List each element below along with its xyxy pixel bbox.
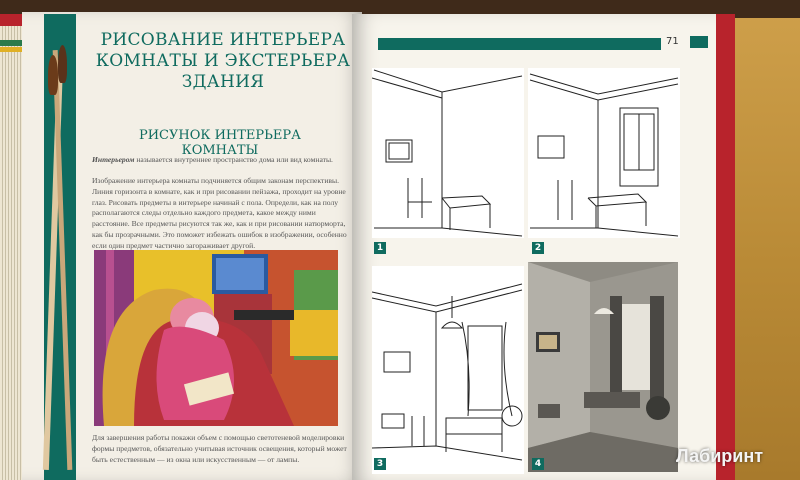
figure-number-badge: 3 [374,458,386,470]
room-sketch-svg [372,68,524,238]
section-subtitle: РИСУНОК ИНТЕРЬЕРА КОМНАТЫ [138,128,302,158]
paragraph-body: Изображение интерьера комнаты подчиняется общим законам перспективы. Линия горизонта в комнате, как и при рисовании пейзажа, проходит на уровне глаз. Рисовать предметы в интерьере начинай с пола. Определи, как на полу располагаются следы отдельно каждого предмета, какое между ними расстояние. Все предметы рисуются так же, как и при рисовании натюрморта, как бы прозрачными. Это поможет избежать ошибок в изображении, особенно если один предмет частично загораживает другой. [92,176,347,250]
cat-painting-illustration [94,250,338,426]
cat-painting-svg [94,250,338,426]
emphasis-term: Интерьером [92,155,135,164]
watermark-label: Лабиринт [676,446,764,466]
room-sketch-svg [528,68,680,238]
figure-3-room-drawing [372,266,524,474]
figure-4-shaded-room [528,262,678,472]
header-band [378,38,661,50]
chapter-title-line: РИСОВАНИЕ ИНТЕРЬЕРА [100,30,346,50]
paragraph-conclusion: Для завершения работы покажи объем с помощью светотеневой моделировки формы предметов, обязательно учитывая источник освещения, который может быть естественным — из окна или искусственным — от лампы. [92,433,347,464]
paintbrush-tip-icon [58,45,67,83]
shaded-room-svg [528,262,678,472]
paragraph-text: называется внутреннее пространство дома или вид комнаты. [134,155,333,164]
page-number: 71 [666,36,679,47]
chapter-title [88,30,358,93]
room-drawing-svg [372,266,524,474]
figure-number-badge: 4 [532,458,544,470]
paintbrush-tip-icon [48,55,58,95]
right-margin-band [690,36,708,48]
paragraph-intro [92,155,354,166]
figure-number-badge: 1 [374,242,386,254]
figure-1-room-sketch [372,68,524,238]
chapter-title-line: КОМНАТЫ И ЭКСТЕРЬЕРА ЗДАНИЯ [95,51,351,92]
figure-2-room-sketch [528,68,680,238]
figure-number-badge: 2 [532,242,544,254]
